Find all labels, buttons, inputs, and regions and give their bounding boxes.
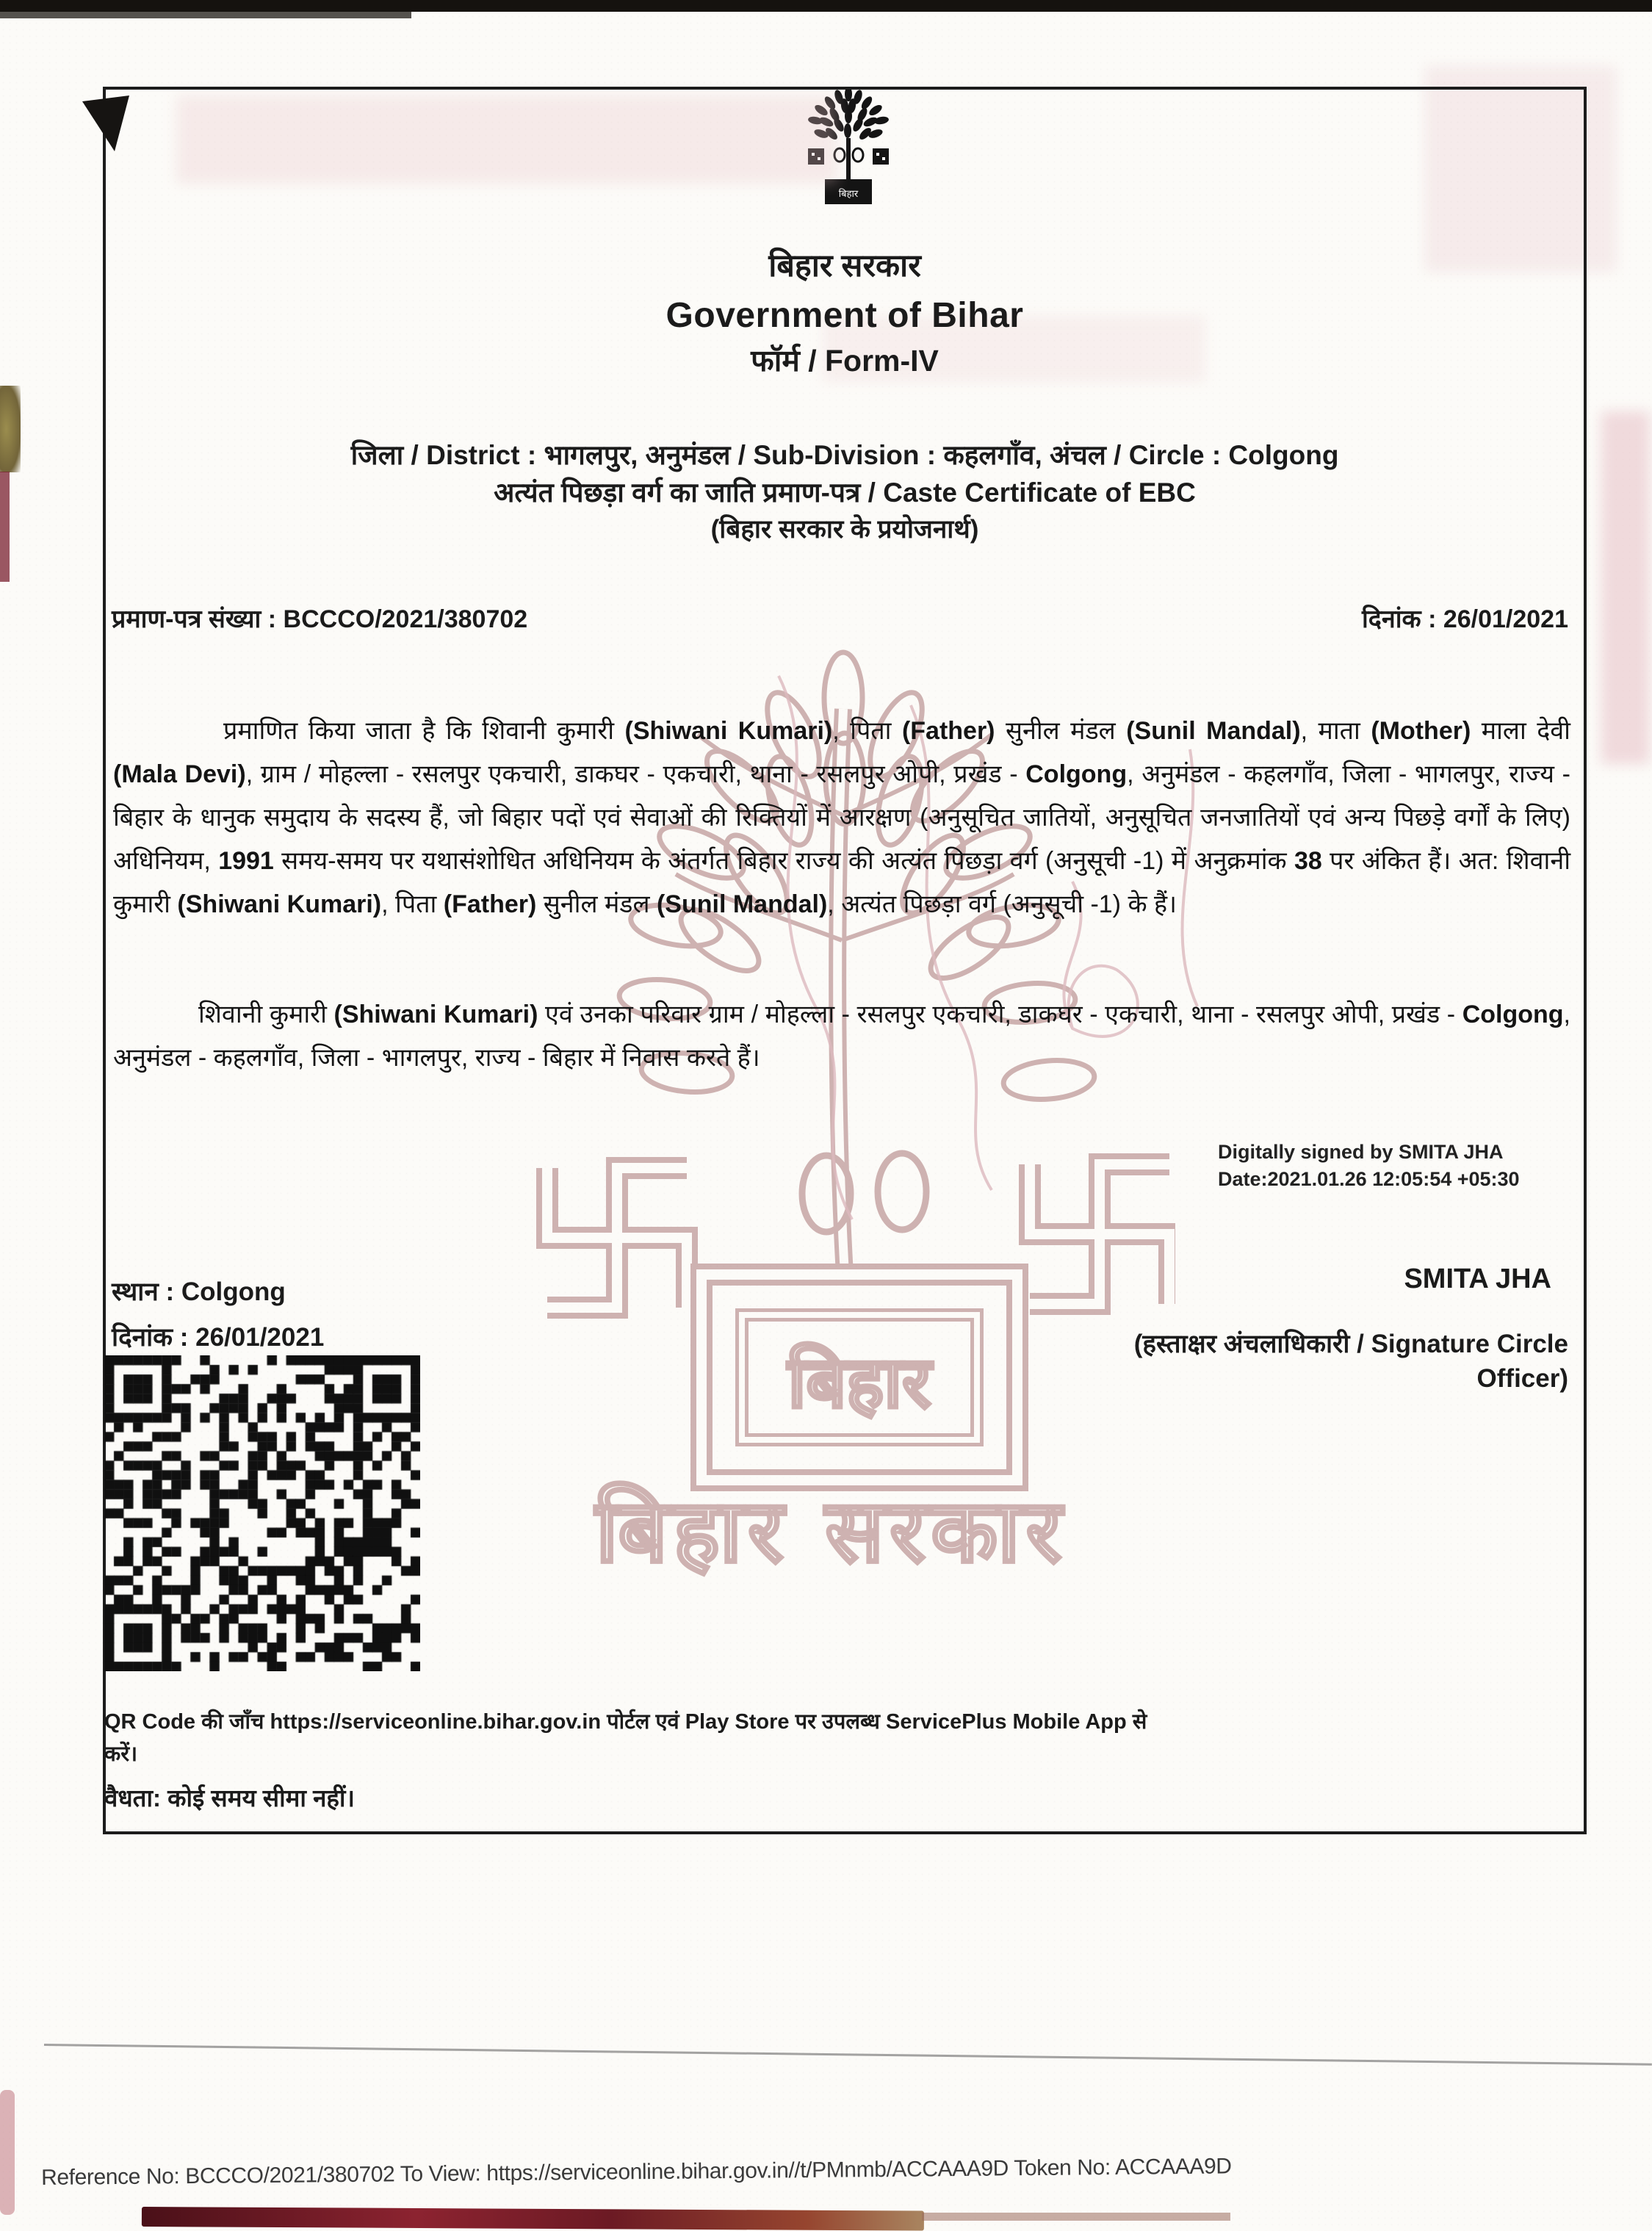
scan-artifact-edge-bar <box>0 472 10 582</box>
designation-line2: Officer) <box>1476 1364 1568 1393</box>
certificate-type-line: अत्यंत पिछड़ा वर्ग का जाति प्रमाण-पत्र / Caste Certificate of EBC <box>494 477 1196 508</box>
scan-artifact-edge-blob <box>0 386 21 472</box>
title-hindi: बिहार सरकार <box>768 248 921 284</box>
scan-artifact-top-strip-left <box>0 12 411 18</box>
emblem-plinth-text: बिहार <box>838 189 859 200</box>
officer-name: SMITA JHA <box>1404 1264 1551 1294</box>
form-number: फॉर्म / Form-IV <box>751 344 939 378</box>
designation-line1: (हस्ताक्षर अंचलाधिकारी / Signature Circle <box>1133 1330 1568 1358</box>
watermark-plinth-text: बिहार <box>787 1341 931 1424</box>
qr-caption: QR Code की जाँच https://serviceonline.bihar.gov.in पोर्टल एवं Play Store पर उपलब्ध ServicePlus Mobile App से करें। <box>104 1710 1147 1766</box>
scan-artifact-diagonal-line <box>44 2044 1652 2066</box>
place-line: स्थान : Colgong <box>112 1277 286 1306</box>
scan-artifact-bottom-band-tail <box>922 2213 1230 2221</box>
officer-designation <box>1113 1327 1568 1396</box>
validity-line: वैधता: कोई समय सीमा नहीं। <box>104 1784 355 1812</box>
digital-signature-block <box>1218 1139 1520 1193</box>
scan-artifact-top-strip <box>0 0 1652 12</box>
scan-artifact-edge-blob <box>0 2090 15 2215</box>
watermark-label: बिहार सरकार <box>596 1480 1067 1582</box>
certificate-paragraph-2: शिवानी कुमारी (Shiwani Kumari) एवं उनका परिवार ग्राम / मोहल्ला - रसलपुर एकचारी, डाकघर - एकचारी, थाना - रसलपुर ओपी, प्रखंड - Colgong, अनुमंडल - कहलगाँव, जिला - भागलपुर, राज्य - बिहार में निवास करते हैं। <box>113 1001 1570 1072</box>
qr-code <box>104 1355 420 1671</box>
certificate-number: प्रमाण-पत्र संख्या : BCCCO/2021/380702 <box>112 605 528 633</box>
scan-smudge <box>1601 411 1650 764</box>
footer-reference: Reference No: BCCCO/2021/380702 To View: https://serviceonline.bihar.gov.in//t/PMnmb/ACCAAA9D Token No: ACCAAA9D <box>41 2154 1232 2190</box>
digital-signature-line1: Digitally signed by SMITA JHA <box>1218 1141 1504 1163</box>
purpose-line: (बिहार सरकार के प्रयोजनार्थ) <box>710 515 979 544</box>
certificate-date: दिनांक : 26/01/2021 <box>1361 605 1568 633</box>
title-english: Government of Bihar <box>666 296 1024 335</box>
date-line: दिनांक : 26/01/2021 <box>112 1323 325 1352</box>
digital-signature-line2: Date:2021.01.26 12:05:54 +05:30 <box>1218 1168 1520 1190</box>
district-subdivision-circle-line: जिला / District : भागलपुर, अनुमंडल / Sub-Division : कहलगाँव, अंचल / Circle : Colgong <box>350 440 1339 470</box>
scan-artifact-corner-arrow <box>73 88 162 176</box>
certificate-paragraph-1: प्रमाणित किया जाता है कि शिवानी कुमारी (Shiwani Kumari), पिता (Father) सुनील मंडल (Sunil Mandal), माता (Mother) माला देवी (Mala Devi), ग्राम / मोहल्ला - रसलपुर एकचारी, डाकघर - एकचारी, थाना - रसलपुर ओपी, प्रखंड - Colgong, अनुमंडल - कहलगाँव, जिला - भागलपुर, राज्य - बिहार के धानुक समुदाय के सदस्य हैं, जो बिहार पदों एवं सेवाओं की रिक्तियों में आरक्षण (अनुसूचित जातियों, अनुसूचित जनजातियों एवं अन्य पिछड़े वर्गों के लिए) अधिनियम, 1991 समय-समय पर यथासंशोधित अधिनियम के अंतर्गत बिहार राज्य की अत्यंत पिछड़ा वर्ग (अनुसूची -1) में अनुक्रमांक 38 पर अंकित हैं। अत: शिवानी कुमारी (Shiwani Kumari), पिता (Father) सुनील मंडल (Sunil Mandal), अत्यंत पिछड़ा वर्ग (अनुसूची -1) के हैं। <box>113 717 1570 918</box>
scan-artifact-bottom-band <box>142 2207 924 2231</box>
